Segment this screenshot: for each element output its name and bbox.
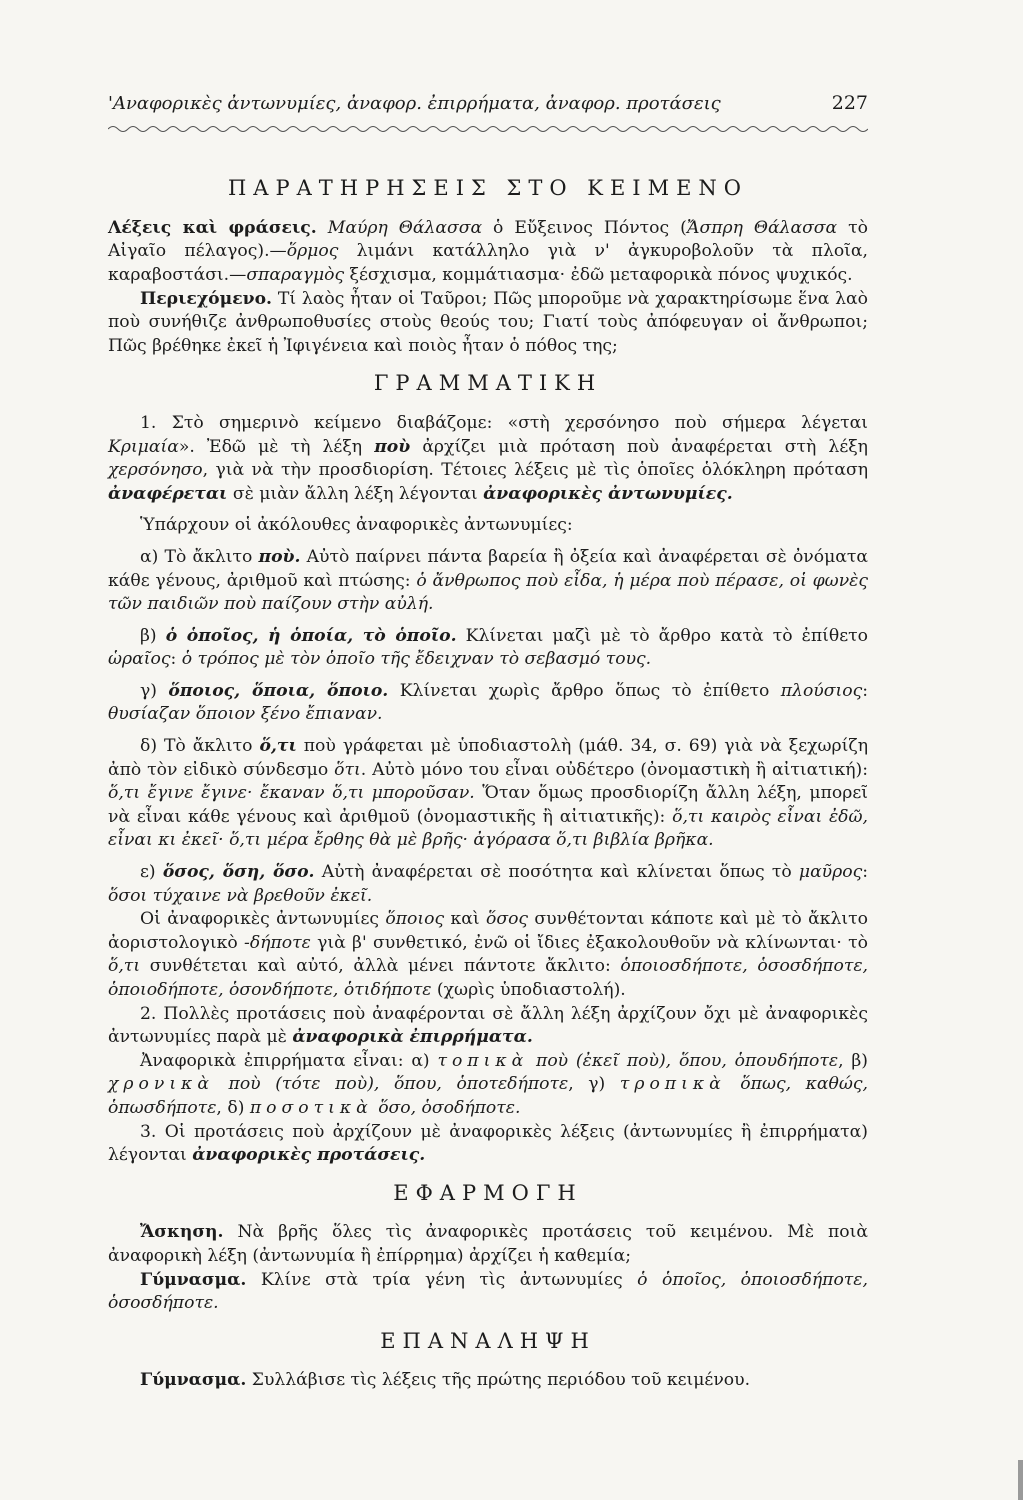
item-b: β) ὁ ὁποῖος, ἡ ὁποία, τὸ ὁποῖο. Κλίνεται μαζὶ μὲ τὸ ἄρθρο κατὰ τὸ ἐπίθετο ὡραῖος: ὁ τρόπος μὲ τὸν ὁποῖο τῆς ἔδειχναν τὸ σεβασμό τους. xyxy=(108,625,868,670)
notes-title: ΠΑΡΑΤΗΡΗΣΕΙΣ ΣΤΟ ΚΕΙΜΕΝΟ xyxy=(227,176,749,201)
pronouns-intro: Ὑπάρχουν οἱ ἀκόλουθες ἀναφορικὲς ἀντωνυμίες: xyxy=(140,515,573,536)
adverbs-paragraph: Ἀναφορικὰ ἐπιρρήματα εἶναι: α) τοπικὰ ποὺ (ἐκεῖ ποὺ), ὅπου, ὁπουδήποτε, β) χρονικὰ ποὺ (τότε ποὺ), ὅπου, ὁποτεδήποτε, γ) τροπικὰ ὅπως, καθώς, ὁπωσδήποτε, δ) ποσοτικὰ ὅσο, ὁσοδήποτε. xyxy=(108,1050,869,1118)
book-page xyxy=(108,92,868,1393)
wavy-rule xyxy=(108,124,868,134)
grammar-paragraph-1: 1. Στὸ σημερινὸ κείμενο διαβάζομε: «στὴ χερσόνησο ποὺ σήμερα λέγεται Κριμαία». Ἐδῶ μὲ τὴ λέξη ποὺ ἀρχίζει μιὰ πρόταση ποὺ ἀναφέρεται στὴ λέξη χερσόνησο, γιὰ νὰ τὴν προσδιορίση. Τέτοιες λέξεις μὲ τὶς ὁποῖες ὁλόκληρη πρόταση ἀναφέρεται σὲ μιὰν ἄλλη λέξη λέγονται ἀναφορικὲς ἀντωνυμίες. xyxy=(108,412,868,504)
grammar-title: ΓΡΑΜΜΑΤΙΚΗ xyxy=(373,371,603,396)
page-number: 227 xyxy=(831,92,868,114)
compounds-paragraph: Οἱ ἀναφορικὲς ἀντωνυμίες ὅποιος καὶ ὅσος συνθέτονται κάποτε καὶ μὲ τὸ ἄκλιτο ἀοριστολογικὸ -δήποτε γιὰ β' συνθετικό, ἐνῶ οἱ ἴδιες ἐξακολουθοῦν νὰ κλίνωνται· τὸ ὅ,τι συνθέτεται καὶ αὐτό, ἀλλὰ μένει πάντοτε ἄκλιτο: ὁποιοσδήποτε, ὁσοσδήποτε, ὁποιοδήποτε, ὁσονδήποτε, ὁτιδήποτε (χωρὶς ὑποδιαστολή). xyxy=(108,909,869,1000)
item-c: γ) ὅποιος, ὅποια, ὅποιο. Κλίνεται χωρὶς ἄρθρο ὅπως τὸ ἐπίθετο πλούσιος: θυσίαζαν ὅποιον ξένο ἔπιαναν. xyxy=(108,680,868,725)
item-a: α) Τὸ ἄκλιτο ποὺ. Αὐτὸ παίρνει πάντα βαρεία ἢ ὀξεία καὶ ἀναφέρεται σὲ ὀνόματα κάθε γένους, ἀριθμοῦ καὶ πτώσης: ὁ ἄνθρωπος ποὺ εἶδα, ἡ μέρα ποὺ πέρασε, οἱ φωνὲς τῶν παιδιῶν ποὺ παίζουν στὴν αὐλή. xyxy=(108,546,868,615)
exercise-paragraph: Ἄσκηση. Νὰ βρῆς ὅλες τὶς ἀναφορικὲς προτάσεις τοῦ κειμένου. Μὲ ποιὰ ἀναφορικὴ λέξη (ἀντωνυμία ἢ ἐπίρρημα) ἀρχίζει ἡ καθεμία; xyxy=(108,1222,868,1266)
running-title: 'Αναφορικὲς ἀντωνυμίες, ἀναφορ. ἐπιρρήματα, ἀναφορ. προτάσεις xyxy=(108,93,721,114)
drill-paragraph: Γύμνασμα. Κλίνε στὰ τρία γένη τὶς ἀντωνυμίες ὁ ὁποῖος, ὁποιοσδήποτε, ὁσοσδήποτε. xyxy=(108,1269,868,1314)
review-title: ΕΠΑΝΑΛΗΨΗ xyxy=(380,1328,596,1353)
review-drill-paragraph: Γύμνασμα. Συλλάβισε τὶς λέξεις τῆς πρώτης περιόδου τοῦ κειμένου. xyxy=(140,1370,751,1391)
running-header xyxy=(108,92,868,124)
application-title: ΕΦΑΡΜΟΓΗ xyxy=(393,1180,583,1205)
item-d: δ) Τὸ ἄκλιτο ὅ,τι ποὺ γράφεται μὲ ὑποδιαστολὴ (μάθ. 34, σ. 69) γιὰ νὰ ξεχωρίζη ἀπὸ τὸν εἰδικὸ σύνδεσμο ὅτι. Αὐτὸ μόνο του εἶναι οὐδέτερο (ὀνομαστικὴ ἢ αἰτιατική): ὅ,τι ἔγινε ἔγινε· ἔκαναν ὅ,τι μποροῦσαν. Ὅταν ὅμως προσδιορίζη ἄλλη λέξη, μπορεῖ νὰ εἶναι κάθε γένους καὶ ἀριθμοῦ (ὀνομαστικῆς ἢ αἰτιατικῆς): ὅ,τι καιρὸς εἶναι ἐδῶ, εἶναι κι ἐκεῖ· ὅ,τι μέρα ἔρθης θὰ μὲ βρῆς· ἀγόρασα ὅ,τι βιβλία βρῆκα. xyxy=(108,736,869,851)
grammar-paragraph-3: 3. Οἱ προτάσεις ποὺ ἀρχίζουν μὲ ἀναφορικὲς λέξεις (ἀντωνυμίες ἢ ἐπιρρήματα) λέγονται ἀναφορικὲς προτάσεις. xyxy=(108,1121,868,1166)
grammar-paragraph-2: 2. Πολλὲς προτάσεις ποὺ ἀναφέρονται σὲ ἄλλη λέξη ἀρχίζουν ὄχι μὲ ἀναφορικὲς ἀντωνυμίες παρὰ μὲ ἀναφορικὰ ἐπιρρήματα. xyxy=(108,1003,868,1048)
scan-edge-mark xyxy=(1018,1460,1023,1500)
content-paragraph: Περιεχόμενο. Τί λαὸς ἦταν οἱ Ταῦροι; Πῶς μποροῦμε νὰ χαρακτηρίσωμε ἕνα λαὸ ποὺ συνήθιζε ἀνθρωποθυσίες στοὺς θεούς του; Γιατί τοὺς ἀπόφευγαν οἱ ἄνθρωποι; Πῶς βρέθηκε ἐκεῖ ἡ Ἰφιγένεια καὶ ποιὸς ἦταν ὁ πόθος της; xyxy=(108,288,868,356)
item-e: ε) ὅσος, ὅση, ὅσο. Αὐτὴ ἀναφέρεται σὲ ποσότητα καὶ κλίνεται ὅπως τὸ μαῦρος: ὅσοι τύχαινε νὰ βρεθοῦν ἐκεῖ. xyxy=(108,862,869,906)
lexeis-paragraph: Λέξεις καὶ φράσεις. Μαύρη Θάλασσα ὁ Εὔξεινος Πόντος (Ἄσπρη Θάλασσα τὸ Αἰγαῖο πέλαγος).—ὅρμος λιμάνι κατάλληλο γιὰ ν' ἀγκυροβολοῦν τὰ πλοῖα, καραβοστάσι.—σπαραγμὸς ξέσχισμα, κομμάτιασμα· ἐδῶ μεταφορικὰ πόνος ψυχικός. xyxy=(108,217,868,285)
